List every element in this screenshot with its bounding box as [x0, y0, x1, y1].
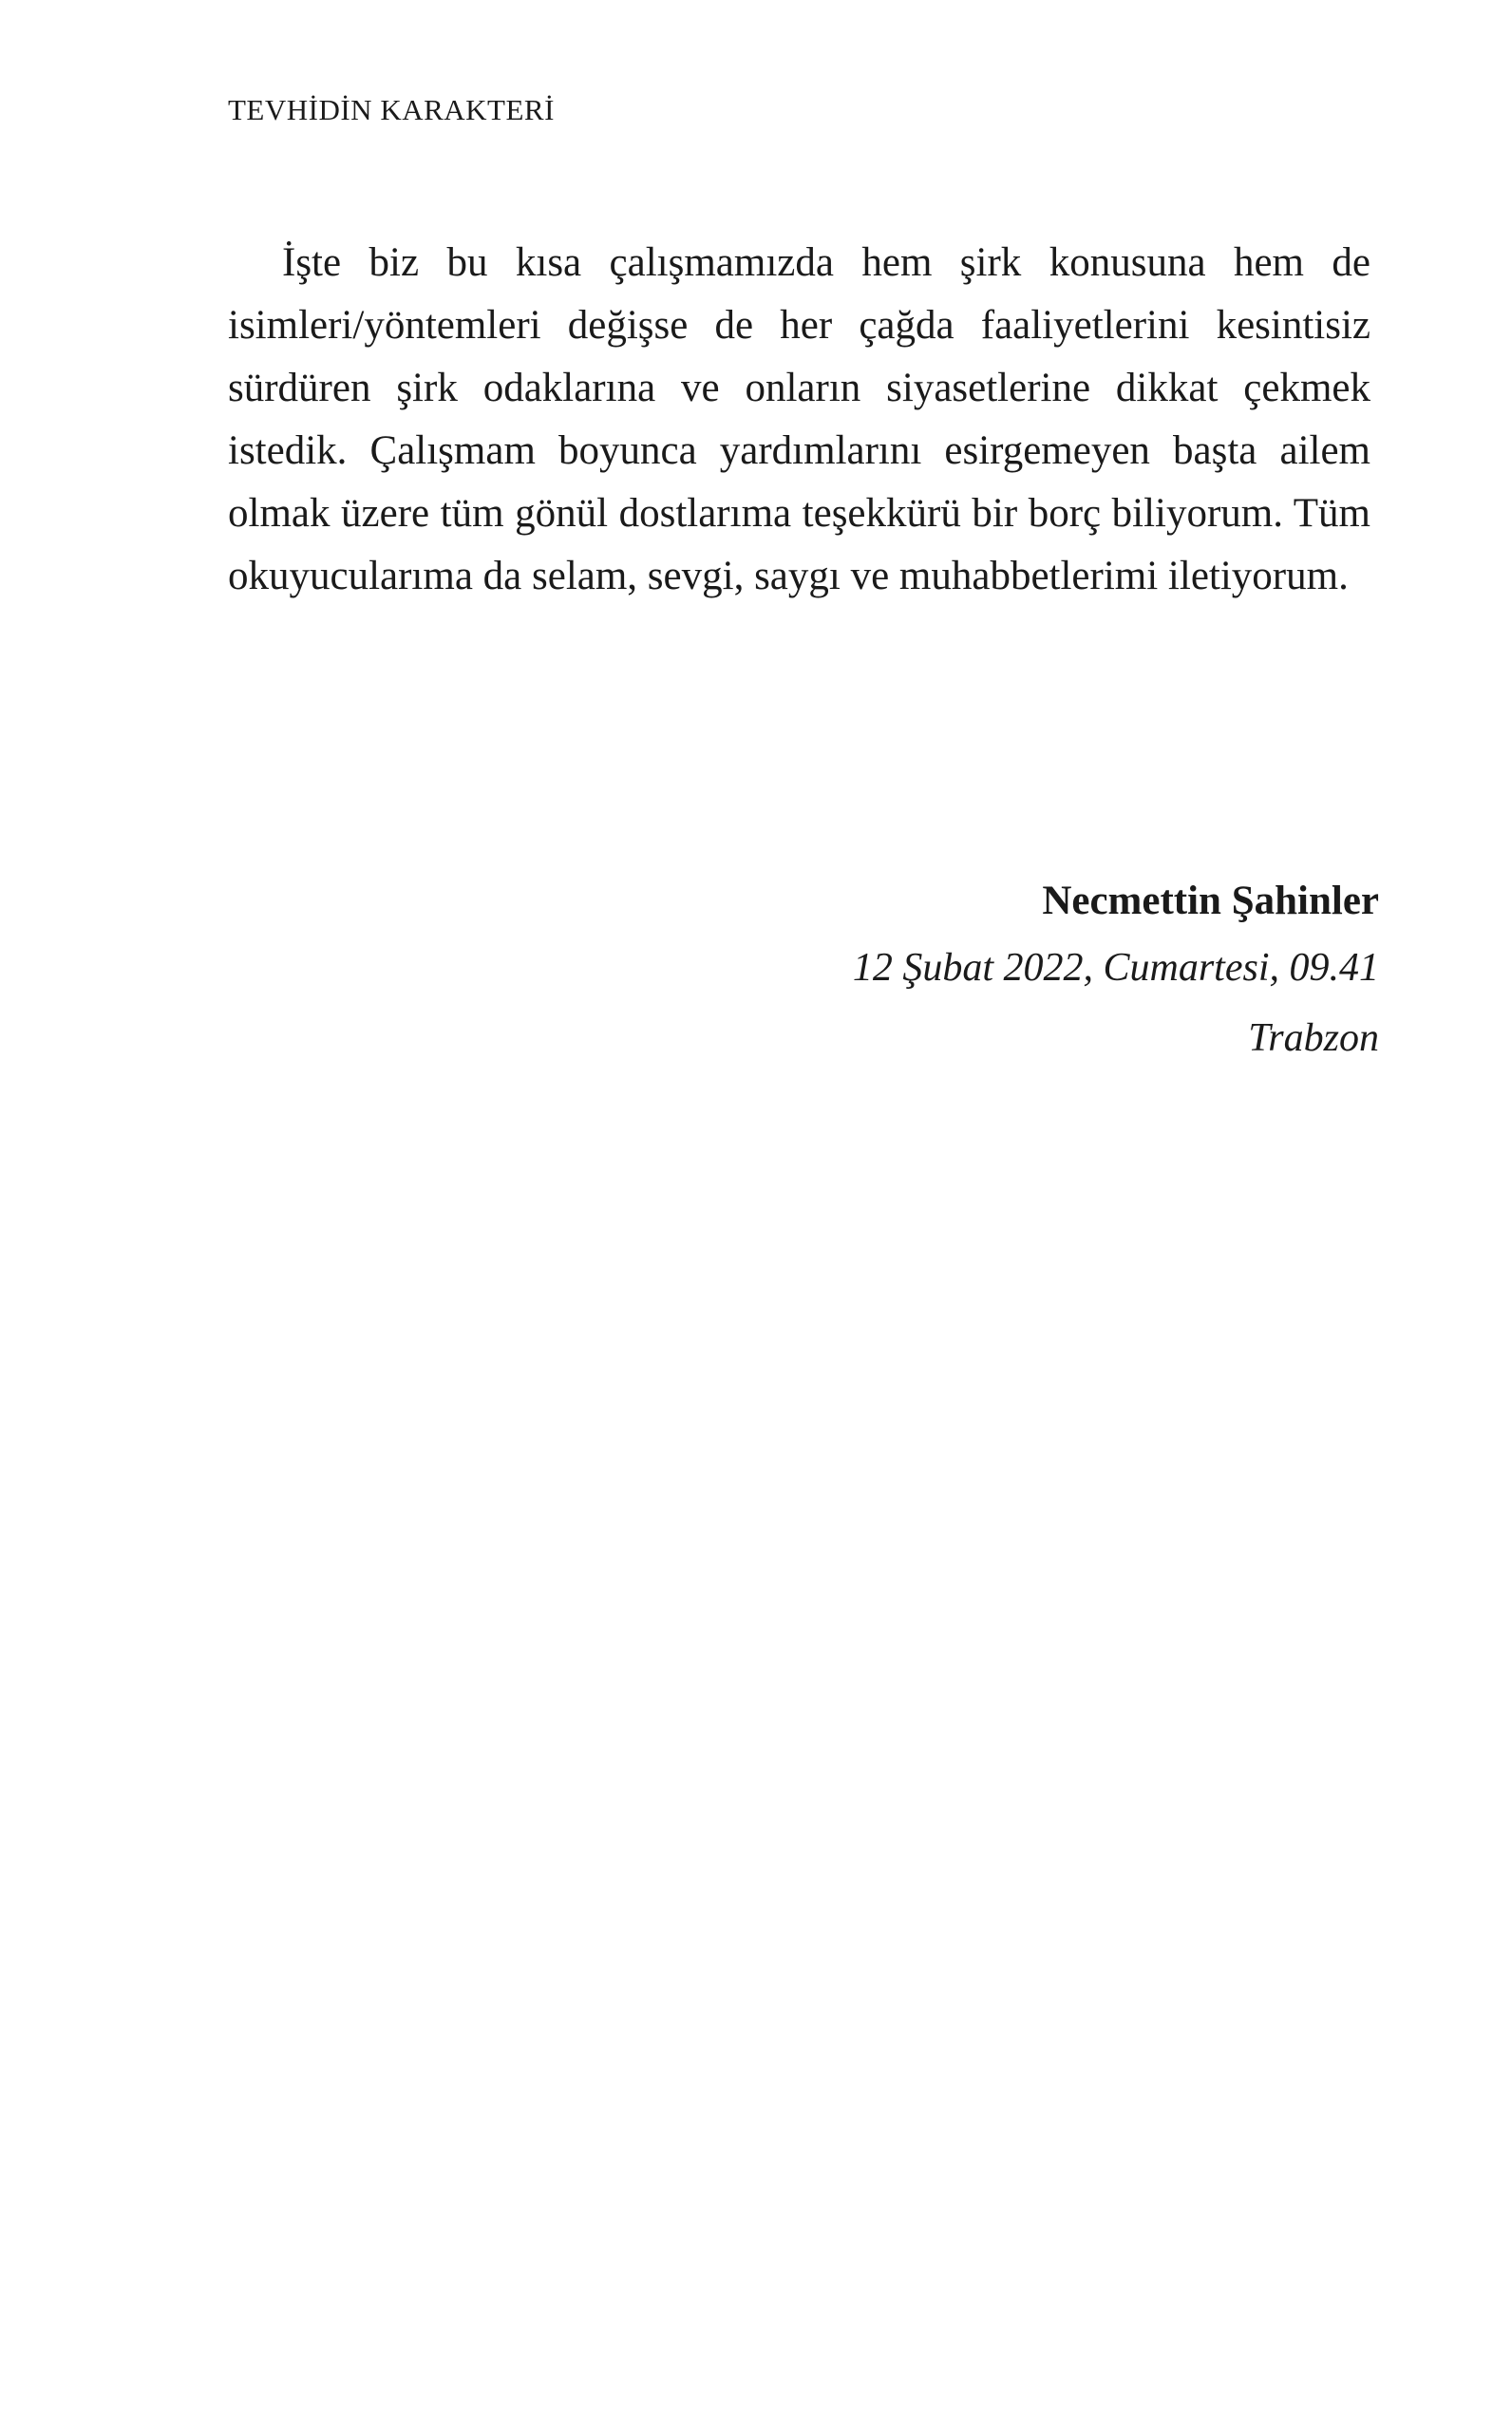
signature-block — [524, 870, 1379, 1073]
author-name: Necmettin Şahinler — [1042, 879, 1379, 923]
body-paragraph: İşte biz bu kısa çalışmamızda hem şirk konusuna hem de isimleri/yöntemleri değişse de her çağda faaliyetlerini kesintisiz sürdüren şirk odaklarına ve onların siyasetlerine dikkat çekmek istedik. Çalışmam boyunca yardımlarını esirgemeyen başta ailem olmak üzere tüm gönül dostlarıma teşekkürü bir borç biliyorum. Tüm okuyucularıma da selam, sevgi, saygı ve muhabbetlerimi iletiyorum. — [228, 240, 1370, 598]
body-text — [228, 232, 1370, 608]
running-header: TEVHİDİN KARAKTERİ — [228, 93, 555, 126]
signature-place: Trabzon — [1248, 1016, 1379, 1060]
signature-date: 12 Şubat 2022, Cumartesi, 09.41 — [852, 946, 1379, 990]
